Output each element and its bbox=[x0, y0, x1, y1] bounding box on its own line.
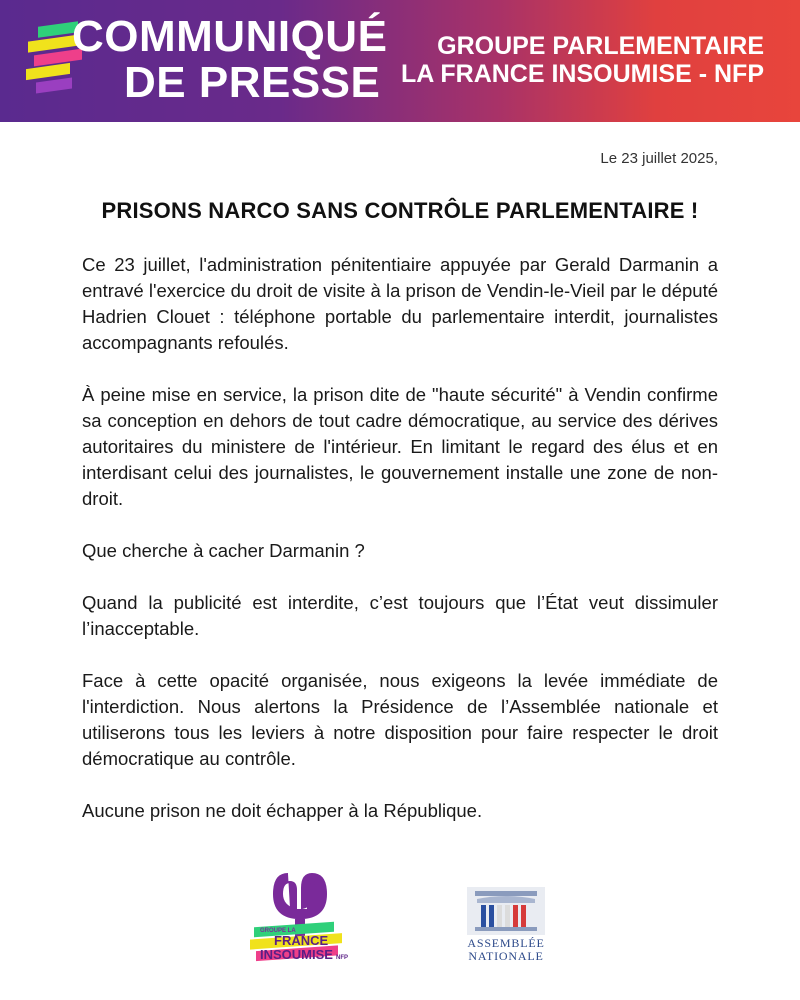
lfi-line2: INSOUMISE bbox=[260, 947, 333, 962]
lfi-small-text: GROUPE LA bbox=[260, 928, 296, 934]
banner-title-line1: COMMUNIQUÉ bbox=[72, 12, 388, 61]
hemicycle-icon bbox=[467, 887, 545, 935]
group-line1: GROUPE PARLEMENTAIRE bbox=[437, 32, 764, 60]
group-line2: LA FRANCE INSOUMISE - NFP bbox=[401, 60, 764, 88]
lfi-line1: FRANCE bbox=[274, 933, 329, 948]
lfi-group-logo bbox=[244, 866, 356, 970]
assemblee-text bbox=[462, 937, 550, 963]
release-date: Le 23 juillet 2025, bbox=[600, 150, 718, 167]
paragraph: À peine mise en service, la prison dite de "haute sécurité" à Vendin confirme sa conception en dehors de tout cadre démocratique, au service des dérives autoritaires du ministere de l'intérieur. En limitant le regard des élus et en interdisant celui des journalistes, le gouvernement installe une zone de non-droit. bbox=[82, 384, 718, 509]
assemblee-line1: ASSEMBLÉE bbox=[467, 936, 545, 950]
paragraph: Quand la publicité est interdite, c’est toujours que l’État veut dissimuler l’inacceptable. bbox=[82, 592, 718, 639]
paragraph: Ce 23 juillet, l'administration pénitentiaire appuyée par Gerald Darmanin a entravé l'exercice du droit de visite à la prison de Vendin-le-Vieil par le député Hadrien Clouet : téléphone portable du parlementaire interdit, journalistes accompagnants refoulés. bbox=[82, 254, 718, 353]
paragraph: Aucune prison ne doit échapper à la République. bbox=[82, 800, 483, 821]
paragraph: Face à cette opacité organisée, nous exigeons la levée immédiate de l'interdiction. Nous alertons la Présidence de l’Assemblée nationale et utiliserons tous les leviers à notre disposition pour faire respecter le droit démocratique au contrôle. bbox=[82, 670, 718, 769]
phi-logo-icon bbox=[244, 866, 356, 970]
assemblee-nationale-logo bbox=[462, 887, 550, 967]
headline: PRISONS NARCO SANS CONTRÔLE PARLEMENTAIRE ! bbox=[101, 198, 699, 223]
banner-title-line2: DE PRESSE bbox=[124, 58, 381, 107]
press-release-banner bbox=[0, 0, 800, 122]
press-release-body bbox=[82, 252, 718, 850]
lfi-suffix: NFP bbox=[336, 955, 348, 961]
assemblee-line2: NATIONALE bbox=[468, 949, 544, 963]
parliamentary-group-name bbox=[401, 32, 764, 88]
banner-title bbox=[72, 14, 387, 106]
paragraph: Que cherche à cacher Darmanin ? bbox=[82, 540, 365, 561]
